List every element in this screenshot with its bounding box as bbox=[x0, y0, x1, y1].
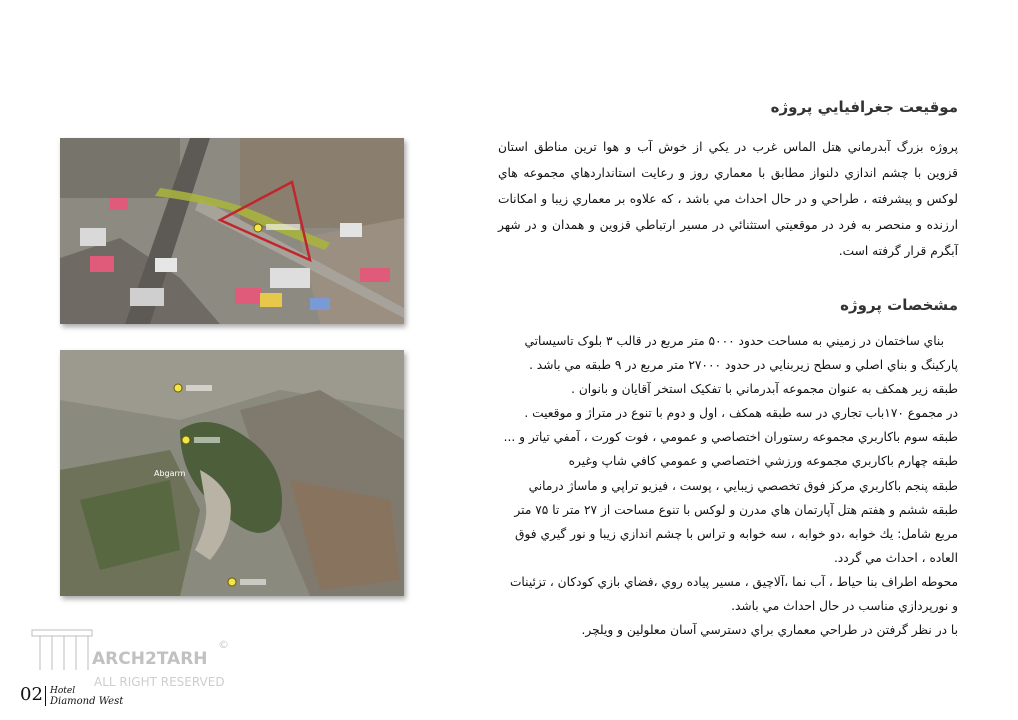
page-number: 02 bbox=[20, 684, 43, 705]
spec-line: طبقه چهارم باکاربري مجموعه ورزشي اختصاصي و عمومي کافي شاپ وغيره bbox=[568, 454, 958, 469]
spec-line: در مجموع ۱۷۰باب تجاري در سه طبقه همکف ، اول و دوم با تنوع در متراژ و موقعيت . bbox=[524, 406, 958, 421]
arch2tarh-watermark bbox=[22, 624, 237, 694]
specs-heading: مشخصات پروژه bbox=[840, 296, 958, 314]
spec-line: طبقه ششم و هفتم هتل آپارتمان هاي مدرن و لوکس با تنوع مساحت از ۲۷ متر تا ۷۵ متر bbox=[514, 502, 958, 517]
location-heading: موقيعت جغرافيايي پروژه bbox=[770, 98, 958, 116]
spec-line: با در نظر گرفتن در طراحي معماري براي دسترسي آسان معلولين و ويلچر. bbox=[581, 623, 958, 638]
spec-line: طبقه زير همکف به عنوان مجموعه آبدرماني با تفکيک استخر آقايان و بانوان . bbox=[571, 382, 958, 397]
location-paragraph: پروژه بزرگ آبدرماني هتل الماس غرب در يکي از خوش آب و هوا ترين مناطق استان قزوين با چشم اندازي دلنواز مطابق با معماري روز و رعايت استانداردهاي مجموعه هاي لوکس و پيشرفته ، طراحي و در حال احداث مي باشد ، که علاوه بر معماري زيبا و امکانات ارزنده و منحصر به فرد در موقعيتي استثنائي در مسير ارتباطي قزوين و همدان و در شهر آبگرم قرار گرفته است. bbox=[498, 140, 958, 258]
spec-line: طبقه سوم باکاربري مجموعه رستوران اختصاصي و عمومي ، فوت کورت ، آمفي تياتر و ... bbox=[503, 430, 958, 445]
spec-line: مربع شامل: يك خوابه ،دو خوابه ، سه خوابه و تراس با چشم اندازي زيبا و نور گيري فوق bbox=[515, 526, 958, 541]
brand-hotel-label: Hotel bbox=[50, 686, 76, 696]
spec-line: طبقه پنجم باکاربري مرکز فوق تخصصي زيبايي ، پوست ، فيزيو تراپي و ماساژ درماني bbox=[528, 478, 958, 493]
town-label: Abgarm bbox=[154, 469, 186, 478]
site-satellite-image bbox=[60, 138, 404, 324]
specs-list bbox=[498, 329, 958, 642]
watermark-name: ARCH2TARH bbox=[92, 649, 208, 669]
area-satellite-image bbox=[60, 350, 404, 596]
copyright-symbol: © bbox=[218, 638, 229, 651]
spec-line: پارکينگ و بناي اصلي و سطح زيربنايي در حدود ۲۷۰۰۰ متر مربع در ۹ طبقه مي باشد . bbox=[529, 358, 958, 373]
spec-line: بناي ساختمان در زميني به مساحت حدود ۵۰۰۰ متر مربع در قالب ۳ بلوک تاسيساتي bbox=[524, 334, 944, 348]
spec-line: محوطه اطراف بنا حياط ، آب نما ،آلاچيق ، مسير پياده روي ،فضاي بازي کودکان ، تزئينات bbox=[509, 574, 958, 589]
spec-line: العاده ، احداث مي گردد. bbox=[833, 550, 958, 565]
page-number-divider bbox=[45, 686, 46, 706]
watermark-rights: ALL RIGHT RESERVED bbox=[94, 675, 225, 689]
spec-line: و نورپردازي مناسب در حال احداث مي باشد. bbox=[731, 599, 958, 614]
brand-name: Diamond West bbox=[50, 696, 124, 707]
